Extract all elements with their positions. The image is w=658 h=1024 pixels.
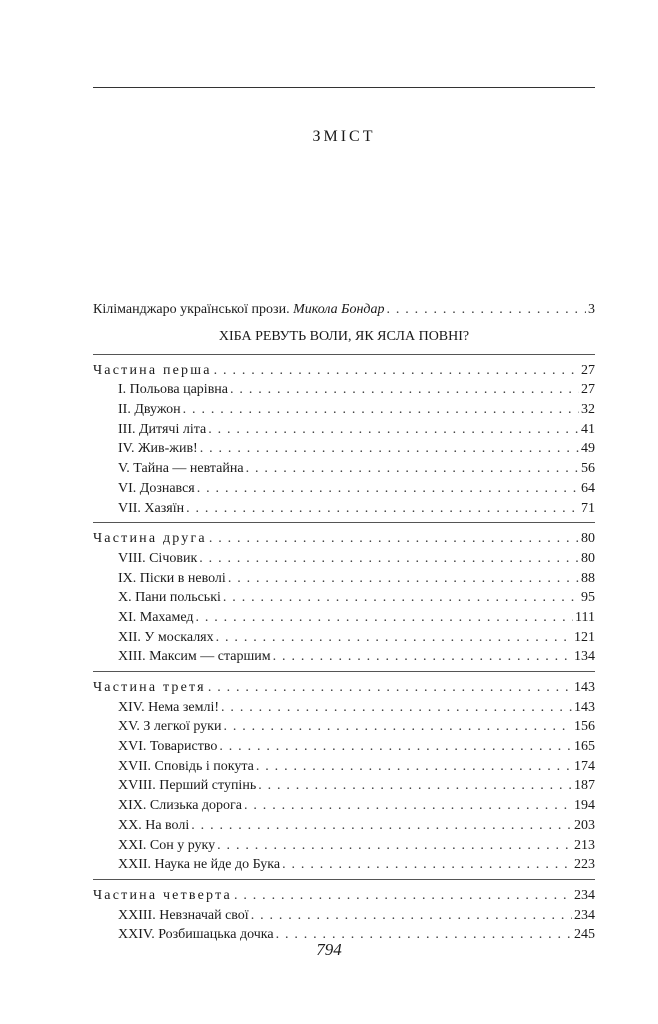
section-divider (93, 354, 595, 355)
toc-chapter-entry[interactable] (93, 569, 595, 589)
toc-entry-title: IV. Жив-жив! (118, 441, 198, 457)
dot-leader (273, 647, 572, 667)
toc-entry-title: II. Двужон (118, 402, 181, 418)
toc-entry-title: X. Пани польські (118, 590, 221, 606)
toc-entry-page: 234 (574, 907, 595, 923)
page-number: 794 (316, 940, 342, 959)
toc-entry-page: 143 (574, 680, 595, 695)
dot-leader (258, 776, 572, 796)
toc-entry-title: XIII. Максим — старшим (118, 649, 271, 665)
dot-leader (228, 569, 579, 589)
dot-leader (217, 836, 572, 856)
toc-entry-page: 187 (574, 778, 595, 794)
dot-leader (234, 886, 572, 906)
toc-entry-page: 121 (574, 629, 595, 645)
top-rule (93, 87, 595, 88)
toc-entry-page: 174 (574, 758, 595, 774)
dot-leader (251, 906, 572, 926)
toc-chapter-entry[interactable] (93, 796, 595, 816)
toc-entry-title: IX. Піски в неволі (118, 570, 226, 586)
toc-entry-page: 32 (581, 402, 595, 418)
toc-entry-title (93, 300, 384, 320)
toc-entry-title: XX. На волі (118, 817, 190, 833)
contents-heading: ЗМІСТ (312, 128, 376, 145)
toc-entry-title: XIX. Слизька дорога (118, 798, 242, 814)
toc-entry-title: XV. З легкої руки (118, 719, 222, 735)
toc-entry-page: 80 (581, 550, 595, 566)
toc-entry-title: XI. Махамед (118, 609, 194, 625)
toc-entry-page: 111 (575, 609, 595, 625)
toc-chapter-entry[interactable] (93, 906, 595, 926)
toc-entry-page: 213 (574, 837, 595, 853)
toc-entry-page: 3 (588, 302, 595, 317)
dot-leader (282, 855, 572, 875)
toc-entry-page: 143 (574, 699, 595, 715)
toc-entry-page: 223 (574, 857, 595, 873)
dot-leader (199, 549, 579, 569)
dot-leader (197, 479, 579, 499)
dot-leader (244, 796, 572, 816)
toc-chapter-entry[interactable] (93, 588, 595, 608)
toc-chapter-entry[interactable] (93, 439, 595, 459)
toc-entry-title: XXI. Сон у руку (118, 837, 216, 853)
intro-author: Микола Бондар (293, 302, 385, 317)
dot-leader (256, 757, 572, 777)
toc-part-entry[interactable] (93, 361, 595, 381)
dot-leader (219, 737, 572, 757)
toc-entry-title: III. Дитячі літа (118, 421, 207, 437)
toc-chapter-entry[interactable] (93, 499, 595, 519)
section-divider (93, 879, 595, 880)
toc-chapter-entry[interactable] (93, 400, 595, 420)
toc-entry-page: 156 (574, 719, 595, 735)
toc-entry-page: 71 (581, 500, 595, 516)
dot-leader (223, 717, 572, 737)
toc-entry-page: 27 (581, 382, 595, 398)
intro-title: Кіліманджаро української прози. (93, 302, 290, 317)
toc-entry-title: XVIII. Перший ступінь (118, 778, 257, 794)
toc-entry-page: 41 (581, 421, 595, 437)
toc-entry-title: XII. У москалях (118, 629, 214, 645)
toc-entry-page: 27 (581, 362, 595, 378)
toc-chapter-entry[interactable] (93, 628, 595, 648)
toc-entry-page: 56 (581, 461, 595, 477)
toc-chapter-entry[interactable] (93, 816, 595, 836)
dot-leader (221, 698, 572, 718)
toc-entry-title: V. Тайна — невтайна (118, 461, 244, 477)
toc-entry-title: XVII. Сповідь і покута (118, 758, 254, 774)
toc-part-entry[interactable] (93, 886, 595, 906)
toc-chapter-entry[interactable] (93, 737, 595, 757)
toc-entry-page: 95 (581, 590, 595, 606)
toc-entry-page: 234 (574, 887, 595, 903)
toc-chapter-entry[interactable] (93, 855, 595, 875)
toc-intro-entry[interactable] (93, 300, 595, 320)
section-divider (93, 671, 595, 672)
toc-chapter-entry[interactable] (93, 717, 595, 737)
toc-part-entry[interactable] (93, 678, 595, 698)
toc-entry-page: 80 (581, 531, 595, 547)
toc-chapter-entry[interactable] (93, 836, 595, 856)
dot-leader (208, 420, 579, 440)
dot-leader (191, 816, 572, 836)
toc-part-entry[interactable] (93, 529, 595, 549)
toc-chapter-entry[interactable] (93, 420, 595, 440)
toc-entry-page: 49 (581, 441, 595, 457)
toc-entry-title: VII. Хазяїн (118, 500, 185, 516)
toc-entry-title: XXII. Наука не йде до Бука (118, 857, 281, 873)
toc-entry-title: XIV. Нема землі! (118, 699, 220, 715)
table-of-contents (93, 300, 595, 945)
toc-chapter-entry[interactable] (93, 647, 595, 667)
toc-chapter-entry[interactable] (93, 698, 595, 718)
toc-entry-title: VI. Дознався (118, 480, 195, 496)
toc-entry-title: VIII. Січовик (118, 550, 198, 566)
section-divider (93, 522, 595, 523)
toc-entry-page: 165 (574, 739, 595, 755)
dot-leader (186, 499, 579, 519)
toc-chapter-entry[interactable] (93, 479, 595, 499)
toc-chapter-entry[interactable] (93, 757, 595, 777)
dot-leader (208, 678, 572, 698)
toc-entry-page: 134 (574, 649, 595, 665)
toc-entry-title: I. Польова царівна (118, 382, 229, 398)
toc-chapter-entry[interactable] (93, 608, 595, 628)
dot-leader (386, 300, 586, 320)
toc-entry-page: 64 (581, 480, 595, 496)
toc-entry-title: Частина четверта (93, 887, 232, 903)
toc-entry-page: 245 (574, 927, 595, 943)
dot-leader (223, 588, 579, 608)
toc-entry-page: 203 (574, 817, 595, 833)
toc-entry-title: XXIV. Розбишацька дочка (118, 927, 274, 943)
dot-leader (246, 459, 579, 479)
dot-leader (230, 380, 579, 400)
toc-chapter-entry[interactable] (93, 459, 595, 479)
toc-entry-page: 88 (581, 570, 595, 586)
dot-leader (214, 361, 579, 381)
toc-chapter-entry[interactable] (93, 380, 595, 400)
book-title: ХІБА РЕВУТЬ ВОЛИ, ЯК ЯСЛА ПОВНІ? (218, 328, 470, 344)
toc-entry-title: XXIII. Невзначай свої (118, 907, 249, 923)
dot-leader (209, 529, 579, 549)
dot-leader (195, 608, 573, 628)
toc-chapter-entry[interactable] (93, 776, 595, 796)
dot-leader (200, 439, 579, 459)
toc-entry-title: Частина третя (93, 680, 206, 695)
toc-entry-page: 194 (574, 798, 595, 814)
dot-leader (183, 400, 579, 420)
toc-entry-title: XVI. Товариство (118, 739, 218, 755)
toc-entry-title: Частина перша (93, 362, 212, 378)
toc-chapter-entry[interactable] (93, 549, 595, 569)
dot-leader (216, 628, 572, 648)
toc-entry-title: Частина друга (93, 531, 207, 547)
